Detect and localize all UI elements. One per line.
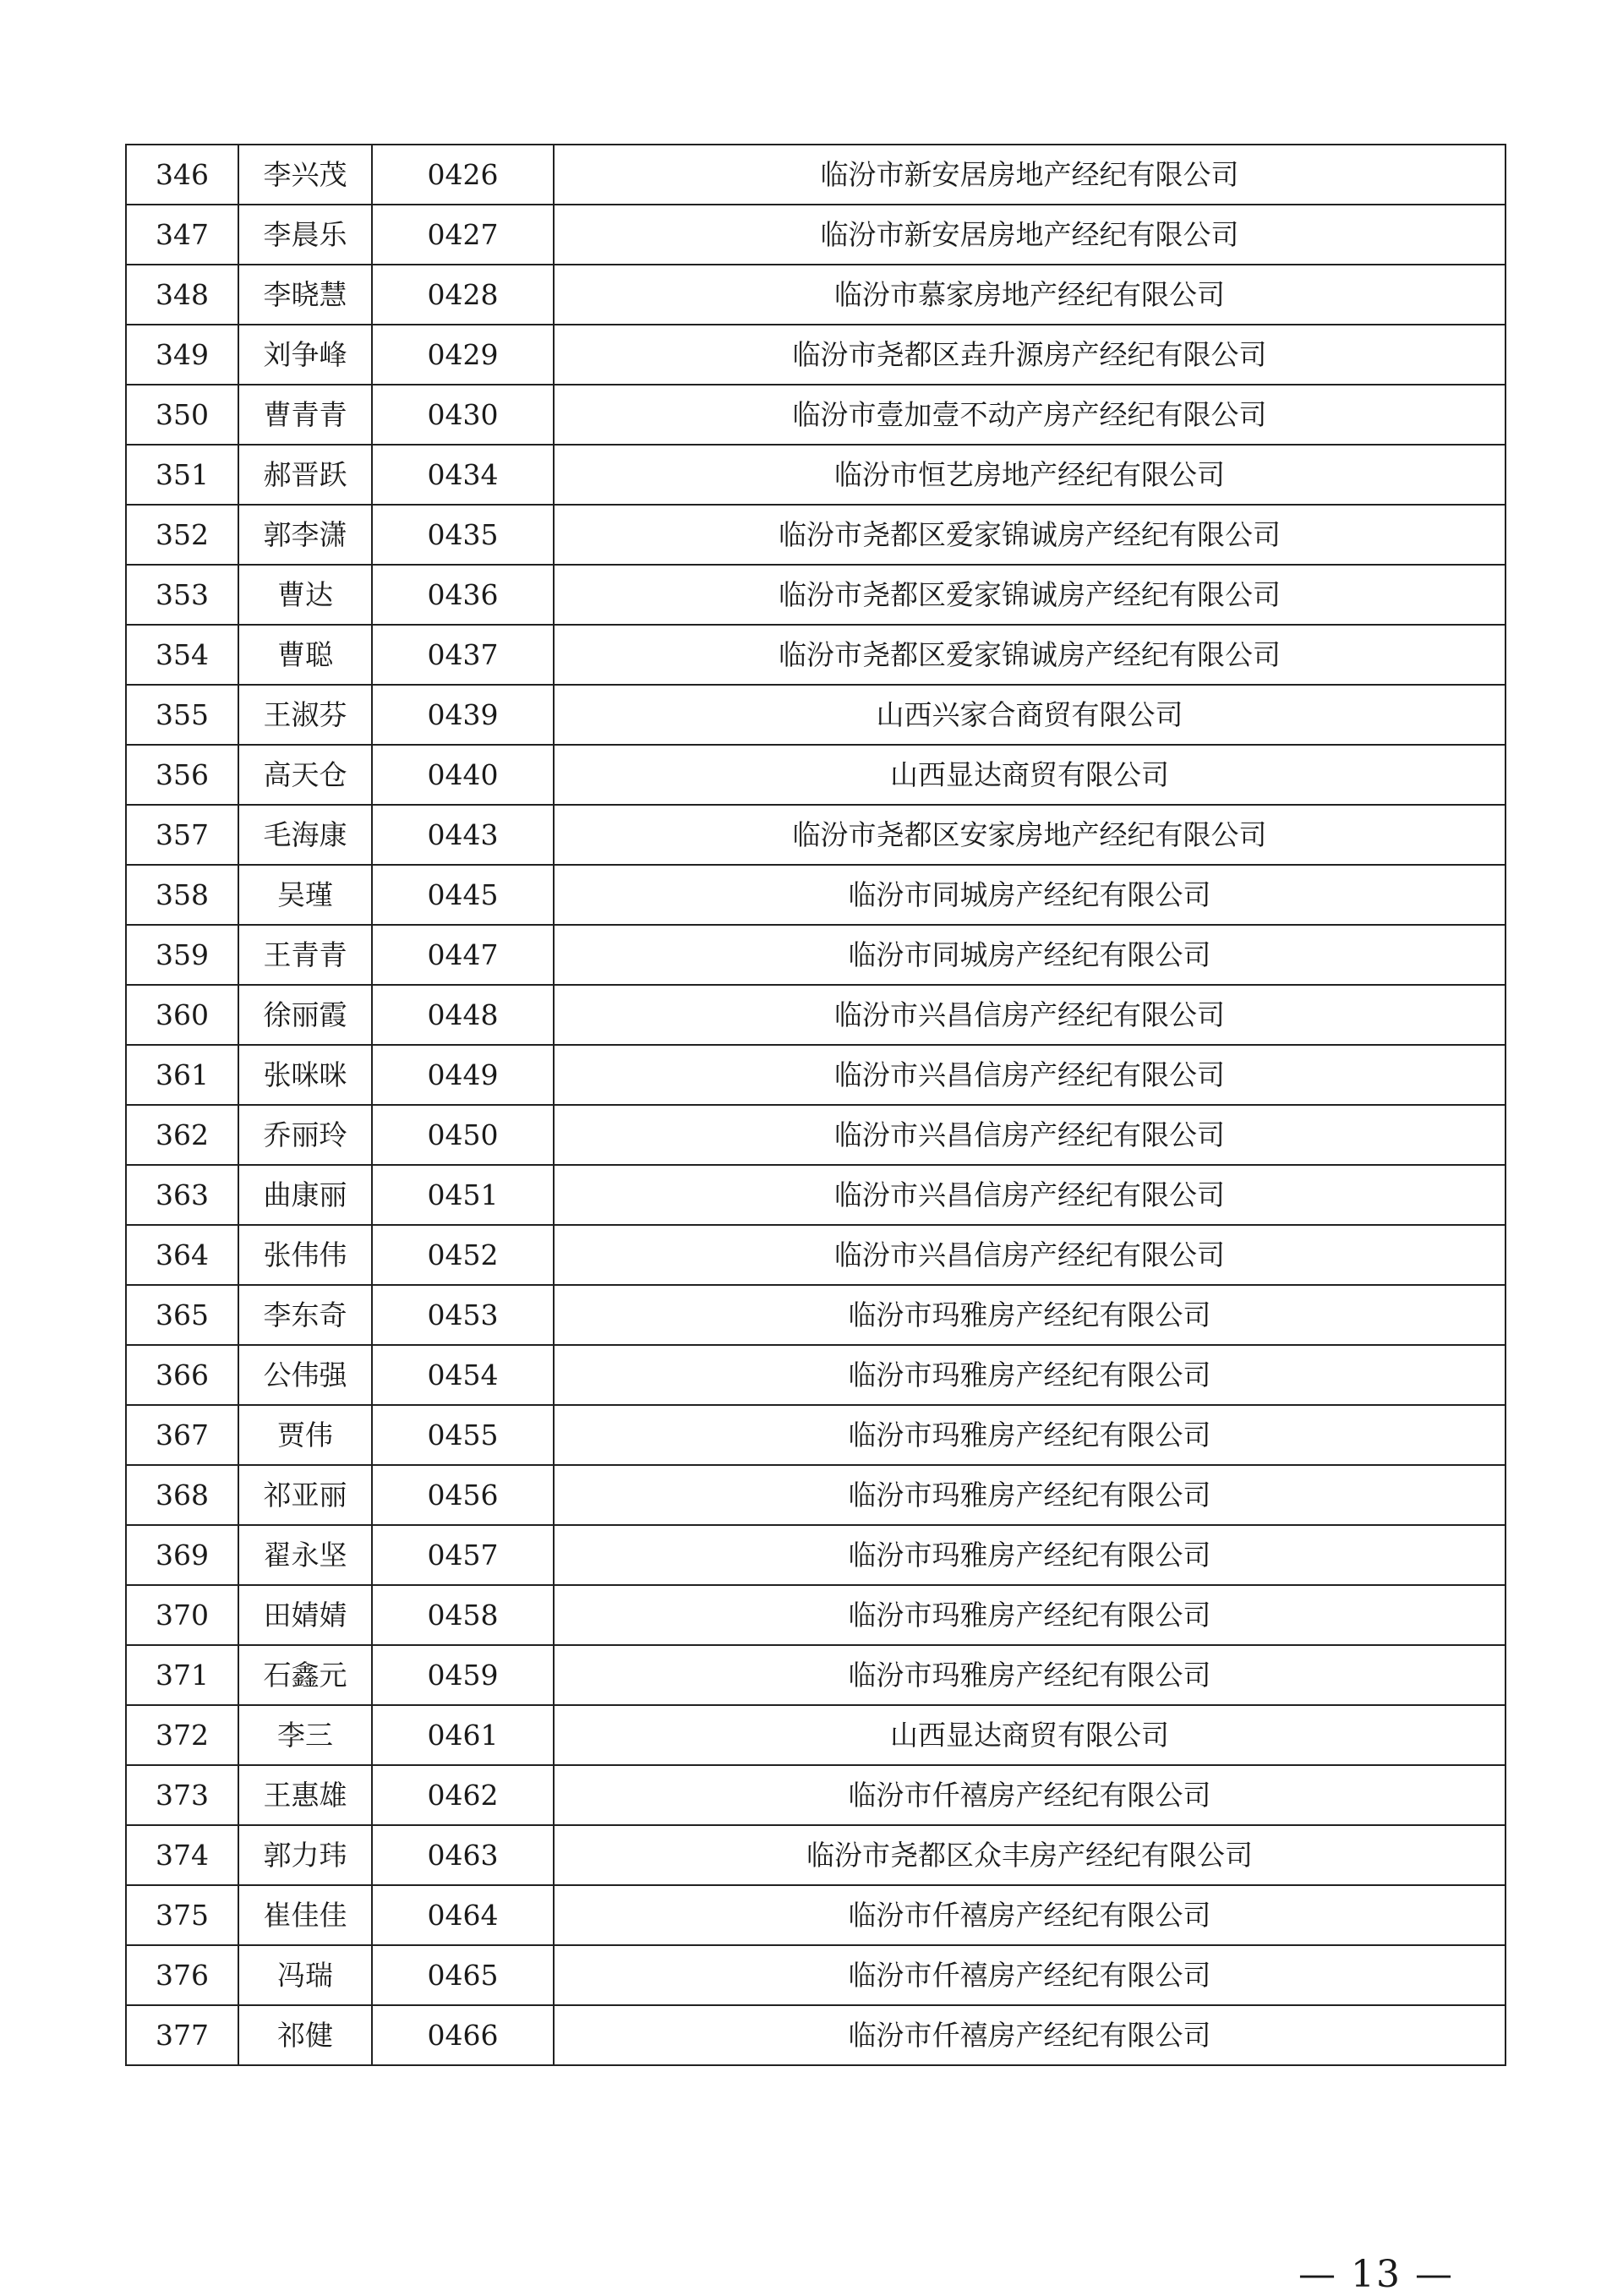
table-row — [126, 2005, 1506, 2065]
name-cell: 王青青 — [238, 925, 372, 985]
code-cell: 0453 — [372, 1285, 554, 1345]
table-row — [126, 805, 1506, 865]
table-row — [126, 1705, 1506, 1765]
code-cell: 0427 — [372, 205, 554, 265]
row-number-cell: 373 — [126, 1765, 238, 1825]
table-row — [126, 625, 1506, 685]
row-number-cell: 362 — [126, 1105, 238, 1165]
row-number-cell: 375 — [126, 1885, 238, 1945]
row-number-cell: 360 — [126, 985, 238, 1045]
company-cell: 临汾市玛雅房产经纪有限公司 — [554, 1465, 1506, 1525]
company-cell: 山西兴家合商贸有限公司 — [554, 685, 1506, 745]
roster-table — [125, 144, 1506, 2066]
name-cell: 李三 — [238, 1705, 372, 1765]
company-cell: 临汾市玛雅房产经纪有限公司 — [554, 1405, 1506, 1465]
row-number-cell: 361 — [126, 1045, 238, 1105]
code-cell: 0449 — [372, 1045, 554, 1105]
code-cell: 0452 — [372, 1225, 554, 1285]
code-cell: 0447 — [372, 925, 554, 985]
name-cell: 李晓慧 — [238, 265, 372, 325]
code-cell: 0464 — [372, 1885, 554, 1945]
table-row — [126, 1405, 1506, 1465]
company-cell: 临汾市尧都区众丰房产经纪有限公司 — [554, 1825, 1506, 1885]
table-row — [126, 1525, 1506, 1585]
row-number-cell: 359 — [126, 925, 238, 985]
table-row — [126, 865, 1506, 925]
row-number-cell: 369 — [126, 1525, 238, 1585]
table-row — [126, 685, 1506, 745]
row-number-cell: 351 — [126, 445, 238, 505]
code-cell: 0454 — [372, 1345, 554, 1405]
table-row — [126, 1045, 1506, 1105]
table-row — [126, 1885, 1506, 1945]
name-cell: 曹达 — [238, 565, 372, 625]
company-cell: 临汾市玛雅房产经纪有限公司 — [554, 1345, 1506, 1405]
name-cell: 刘争峰 — [238, 325, 372, 385]
row-number-cell: 367 — [126, 1405, 238, 1465]
table-row — [126, 265, 1506, 325]
table-row — [126, 925, 1506, 985]
table-row — [126, 1765, 1506, 1825]
table-row — [126, 1945, 1506, 2005]
code-cell: 0461 — [372, 1705, 554, 1765]
code-cell: 0430 — [372, 385, 554, 445]
row-number-cell: 352 — [126, 505, 238, 565]
table-row — [126, 565, 1506, 625]
row-number-cell: 354 — [126, 625, 238, 685]
name-cell: 李晨乐 — [238, 205, 372, 265]
row-number-cell: 370 — [126, 1585, 238, 1645]
row-number-cell: 346 — [126, 145, 238, 205]
table-row — [126, 1285, 1506, 1345]
name-cell: 公伟强 — [238, 1345, 372, 1405]
company-cell: 临汾市同城房产经纪有限公司 — [554, 865, 1506, 925]
code-cell: 0445 — [372, 865, 554, 925]
row-number-cell: 347 — [126, 205, 238, 265]
name-cell: 吴瑾 — [238, 865, 372, 925]
company-cell: 临汾市兴昌信房产经纪有限公司 — [554, 985, 1506, 1045]
row-number-cell: 372 — [126, 1705, 238, 1765]
code-cell: 0456 — [372, 1465, 554, 1525]
code-cell: 0465 — [372, 1945, 554, 2005]
roster-table-body — [126, 145, 1506, 2065]
name-cell: 郝晋跃 — [238, 445, 372, 505]
company-cell: 临汾市尧都区安家房地产经纪有限公司 — [554, 805, 1506, 865]
table-row — [126, 1645, 1506, 1705]
name-cell: 王惠雄 — [238, 1765, 372, 1825]
table-row — [126, 985, 1506, 1045]
name-cell: 王淑芬 — [238, 685, 372, 745]
row-number-cell: 368 — [126, 1465, 238, 1525]
table-row — [126, 1105, 1506, 1165]
code-cell: 0443 — [372, 805, 554, 865]
row-number-cell: 365 — [126, 1285, 238, 1345]
row-number-cell: 376 — [126, 1945, 238, 2005]
row-number-cell: 357 — [126, 805, 238, 865]
company-cell: 临汾市玛雅房产经纪有限公司 — [554, 1645, 1506, 1705]
table-row — [126, 1345, 1506, 1405]
company-cell: 临汾市兴昌信房产经纪有限公司 — [554, 1225, 1506, 1285]
name-cell: 冯瑞 — [238, 1945, 372, 2005]
name-cell: 贾伟 — [238, 1405, 372, 1465]
table-row — [126, 1165, 1506, 1225]
code-cell: 0462 — [372, 1765, 554, 1825]
company-cell: 临汾市新安居房地产经纪有限公司 — [554, 145, 1506, 205]
row-number-cell: 364 — [126, 1225, 238, 1285]
row-number-cell: 358 — [126, 865, 238, 925]
table-row — [126, 145, 1506, 205]
table-row — [126, 1585, 1506, 1645]
company-cell: 临汾市仟禧房产经纪有限公司 — [554, 1885, 1506, 1945]
company-cell: 临汾市玛雅房产经纪有限公司 — [554, 1585, 1506, 1645]
company-cell: 临汾市新安居房地产经纪有限公司 — [554, 205, 1506, 265]
name-cell: 翟永坚 — [238, 1525, 372, 1585]
name-cell: 李兴茂 — [238, 145, 372, 205]
row-number-cell: 350 — [126, 385, 238, 445]
code-cell: 0455 — [372, 1405, 554, 1465]
name-cell: 曹青青 — [238, 385, 372, 445]
company-cell: 临汾市尧都区垚升源房产经纪有限公司 — [554, 325, 1506, 385]
company-cell: 临汾市仟禧房产经纪有限公司 — [554, 1765, 1506, 1825]
code-cell: 0457 — [372, 1525, 554, 1585]
row-number-cell: 356 — [126, 745, 238, 805]
code-cell: 0458 — [372, 1585, 554, 1645]
name-cell: 祁健 — [238, 2005, 372, 2065]
code-cell: 0435 — [372, 505, 554, 565]
row-number-cell: 366 — [126, 1345, 238, 1405]
company-cell: 临汾市慕家房地产经纪有限公司 — [554, 265, 1506, 325]
company-cell: 临汾市兴昌信房产经纪有限公司 — [554, 1045, 1506, 1105]
table-row — [126, 325, 1506, 385]
name-cell: 崔佳佳 — [238, 1885, 372, 1945]
table-row — [126, 1225, 1506, 1285]
page-number: — 13 — — [1298, 2253, 1454, 2296]
company-cell: 临汾市尧都区爱家锦诚房产经纪有限公司 — [554, 505, 1506, 565]
row-number-cell: 363 — [126, 1165, 238, 1225]
company-cell: 临汾市仟禧房产经纪有限公司 — [554, 1945, 1506, 2005]
name-cell: 郭李潇 — [238, 505, 372, 565]
code-cell: 0466 — [372, 2005, 554, 2065]
company-cell: 临汾市仟禧房产经纪有限公司 — [554, 2005, 1506, 2065]
company-cell: 临汾市恒艺房地产经纪有限公司 — [554, 445, 1506, 505]
table-row — [126, 205, 1506, 265]
name-cell: 徐丽霞 — [238, 985, 372, 1045]
table-row — [126, 445, 1506, 505]
code-cell: 0428 — [372, 265, 554, 325]
company-cell: 临汾市兴昌信房产经纪有限公司 — [554, 1165, 1506, 1225]
name-cell: 高天仓 — [238, 745, 372, 805]
row-number-cell: 349 — [126, 325, 238, 385]
code-cell: 0448 — [372, 985, 554, 1045]
company-cell: 临汾市壹加壹不动产房产经纪有限公司 — [554, 385, 1506, 445]
company-cell: 临汾市尧都区爱家锦诚房产经纪有限公司 — [554, 565, 1506, 625]
name-cell: 石鑫元 — [238, 1645, 372, 1705]
code-cell: 0439 — [372, 685, 554, 745]
name-cell: 毛海康 — [238, 805, 372, 865]
name-cell: 张咪咪 — [238, 1045, 372, 1105]
row-number-cell: 374 — [126, 1825, 238, 1885]
name-cell: 祁亚丽 — [238, 1465, 372, 1525]
table-row — [126, 745, 1506, 805]
row-number-cell: 355 — [126, 685, 238, 745]
code-cell: 0436 — [372, 565, 554, 625]
code-cell: 0434 — [372, 445, 554, 505]
company-cell: 临汾市玛雅房产经纪有限公司 — [554, 1525, 1506, 1585]
row-number-cell: 353 — [126, 565, 238, 625]
company-cell: 临汾市同城房产经纪有限公司 — [554, 925, 1506, 985]
name-cell: 田婧婧 — [238, 1585, 372, 1645]
code-cell: 0426 — [372, 145, 554, 205]
code-cell: 0459 — [372, 1645, 554, 1705]
company-cell: 临汾市兴昌信房产经纪有限公司 — [554, 1105, 1506, 1165]
name-cell: 乔丽玲 — [238, 1105, 372, 1165]
code-cell: 0440 — [372, 745, 554, 805]
name-cell: 郭力玮 — [238, 1825, 372, 1885]
code-cell: 0429 — [372, 325, 554, 385]
row-number-cell: 377 — [126, 2005, 238, 2065]
company-cell: 临汾市尧都区爱家锦诚房产经纪有限公司 — [554, 625, 1506, 685]
company-cell: 临汾市玛雅房产经纪有限公司 — [554, 1285, 1506, 1345]
company-cell: 山西显达商贸有限公司 — [554, 1705, 1506, 1765]
table-row — [126, 1825, 1506, 1885]
code-cell: 0463 — [372, 1825, 554, 1885]
name-cell: 张伟伟 — [238, 1225, 372, 1285]
name-cell: 曹聪 — [238, 625, 372, 685]
row-number-cell: 348 — [126, 265, 238, 325]
table-row — [126, 1465, 1506, 1525]
name-cell: 李东奇 — [238, 1285, 372, 1345]
table-row — [126, 385, 1506, 445]
name-cell: 曲康丽 — [238, 1165, 372, 1225]
company-cell: 山西显达商贸有限公司 — [554, 745, 1506, 805]
code-cell: 0451 — [372, 1165, 554, 1225]
code-cell: 0450 — [372, 1105, 554, 1165]
table-row — [126, 505, 1506, 565]
row-number-cell: 371 — [126, 1645, 238, 1705]
code-cell: 0437 — [372, 625, 554, 685]
